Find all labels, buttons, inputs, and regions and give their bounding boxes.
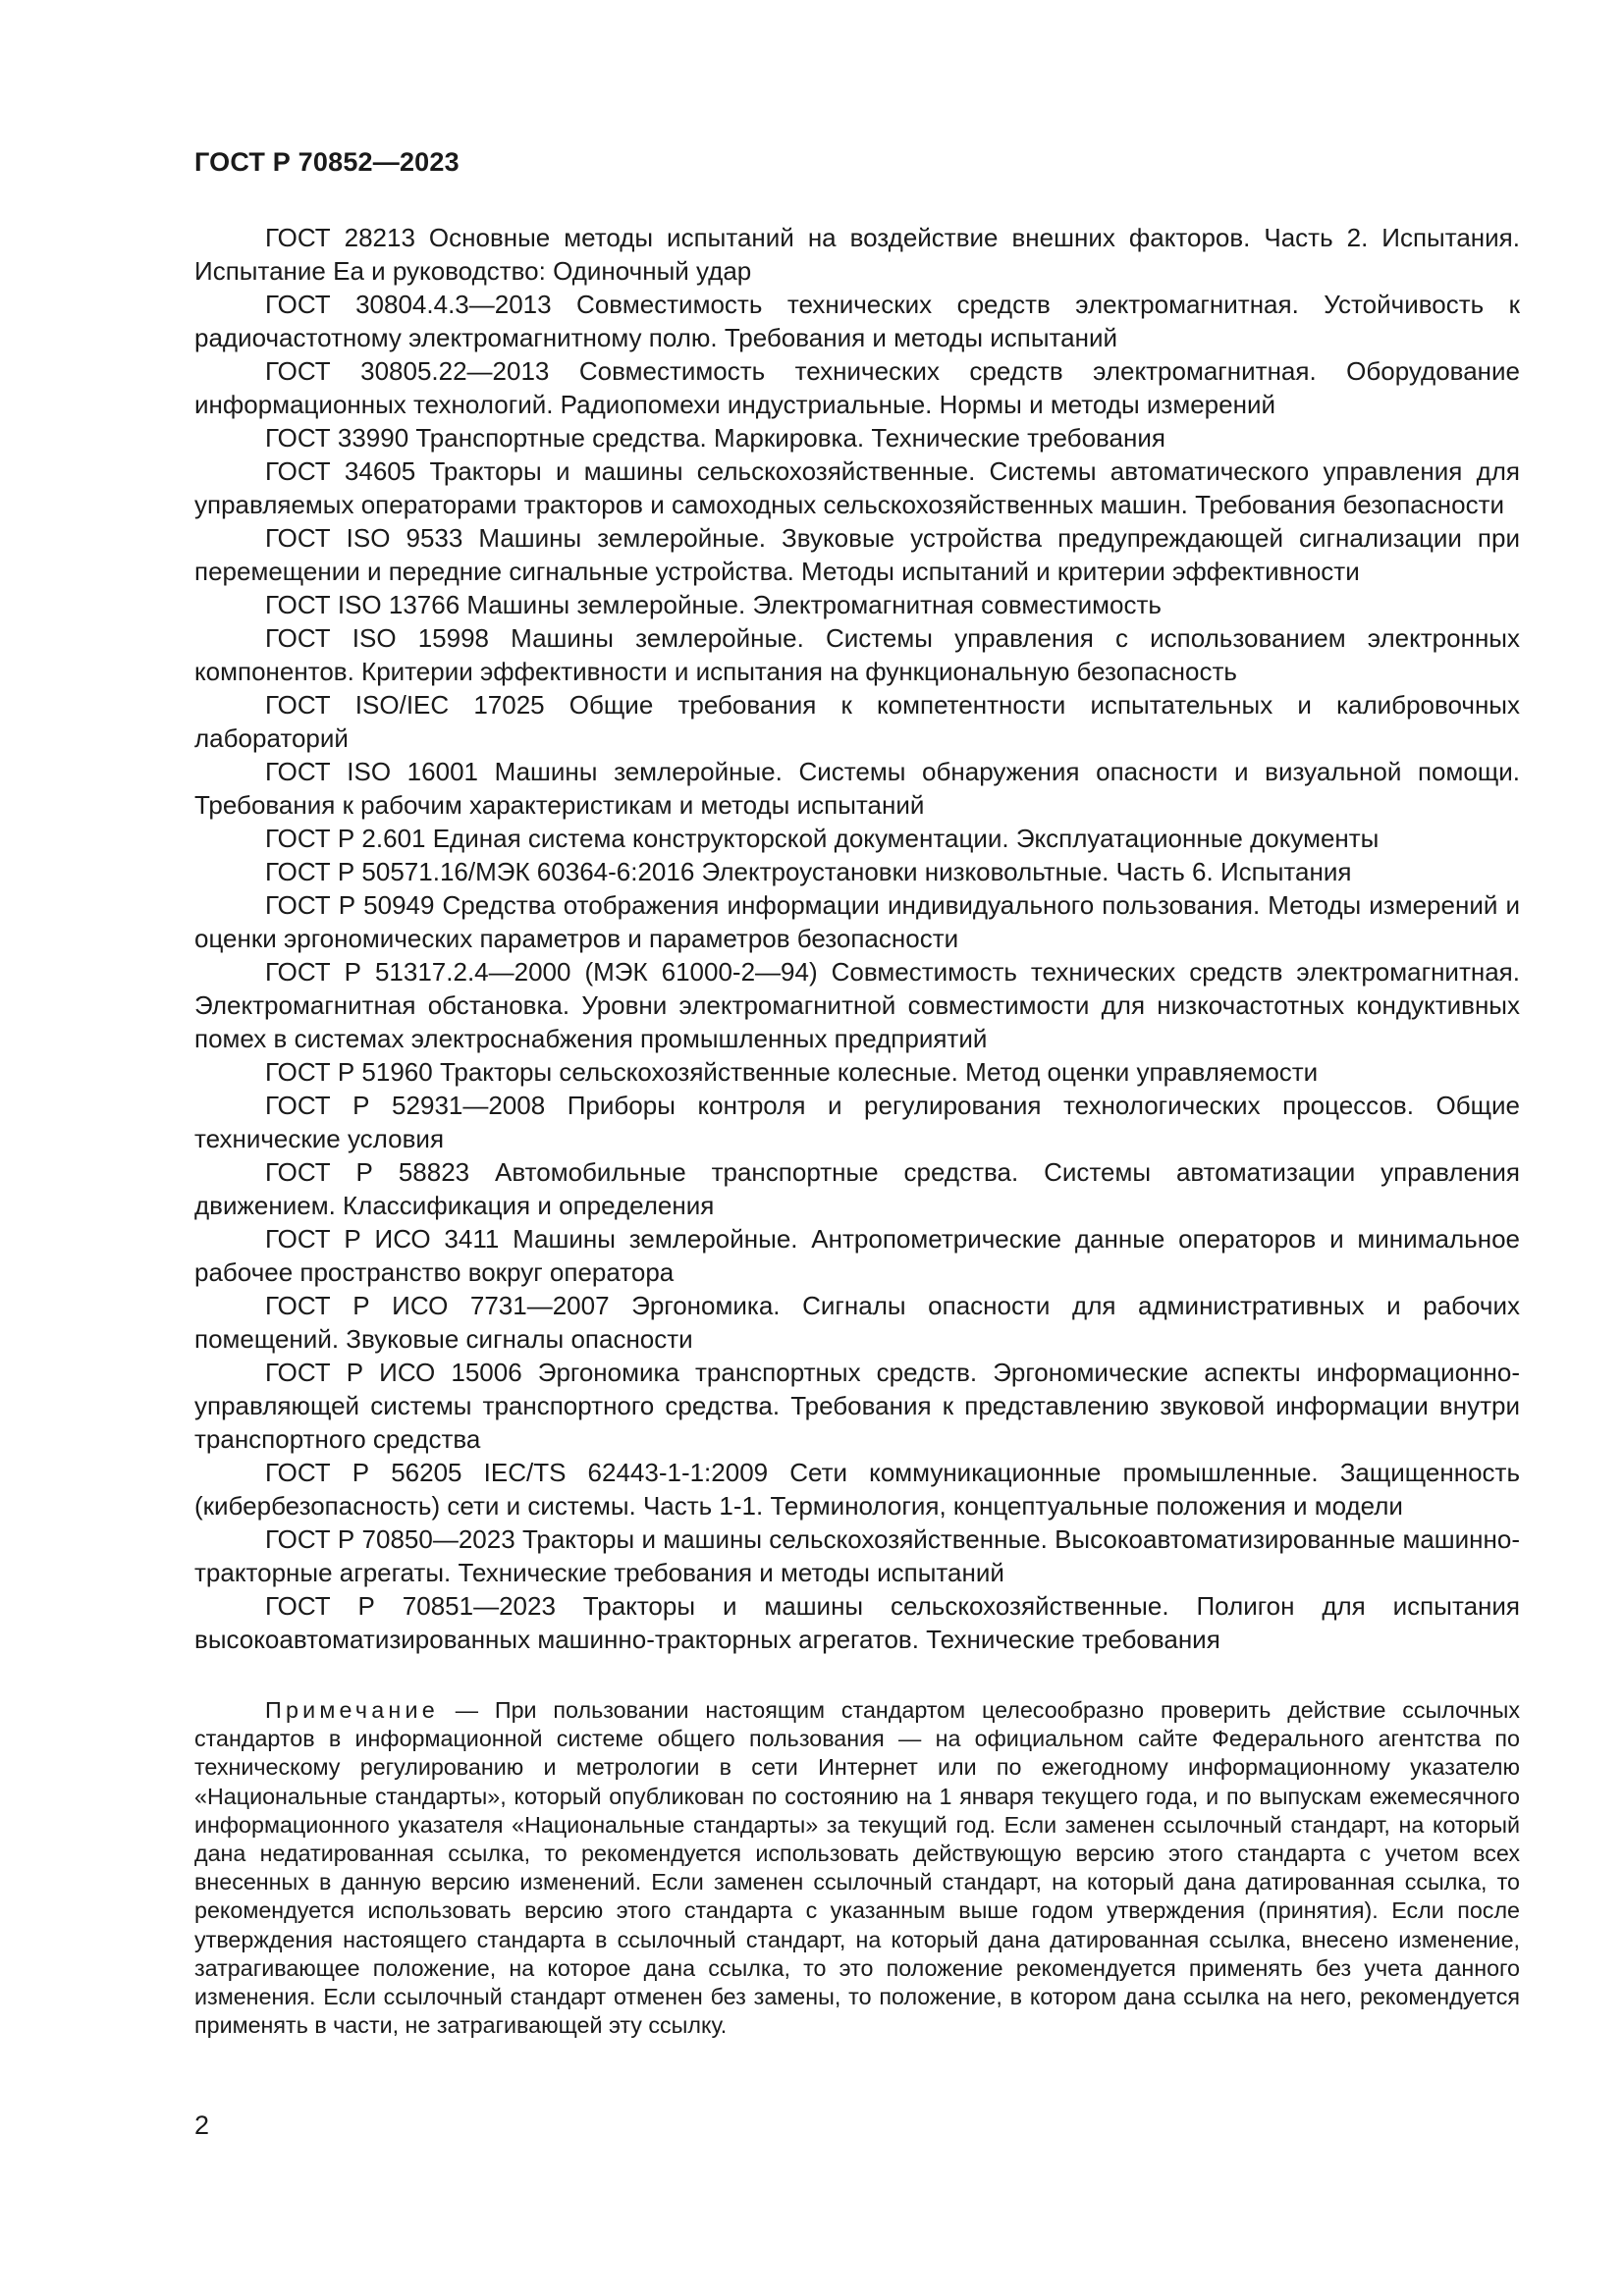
reference-item: ГОСТ ISO 9533 Машины землеройные. Звуковые устройства предупреждающей сигнализации при перемещении и передние сигнальные устройства. Методы испытаний и критерии эффективности (194, 523, 1520, 586)
note-paragraph (194, 1696, 1520, 2040)
note-label: Примечание (265, 1697, 439, 1723)
reference-item: ГОСТ Р 51960 Тракторы сельскохозяйственные колесные. Метод оценки управляемости (265, 1057, 1319, 1087)
reference-item: ГОСТ Р 56205 IEC/TS 62443-1-1:2009 Сети коммуникационные промышленные. Защищенность (кибербезопасность) сети и системы. Часть 1-1. Терминология, концептуальные положения и модели (194, 1458, 1520, 1521)
reference-item: ГОСТ Р ИСО 7731—2007 Эргономика. Сигналы опасности для административных и рабочих помещений. Звуковые сигналы опасности (194, 1291, 1520, 1354)
reference-item: ГОСТ 33990 Транспортные средства. Маркировка. Технические требования (265, 423, 1165, 453)
reference-item: ГОСТ Р 51317.2.4—2000 (МЭК 61000-2—94) Совместимость технических средств электромагнитная. Электромагнитная обстановка. Уровни электромагнитной совместимости для низкочастотных кондуктивных помех в системах электроснабжения промышленных предприятий (194, 957, 1520, 1053)
reference-item: ГОСТ ISO 16001 Машины землеройные. Системы обнаружения опасности и визуальной помощи. Требования к рабочим характеристикам и методы испытаний (194, 757, 1520, 820)
reference-item: ГОСТ Р 50571.16/МЭК 60364-6:2016 Электроустановки низковольтные. Часть 6. Испытания (265, 857, 1352, 886)
reference-item: ГОСТ ISO 13766 Машины землеройные. Электромагнитная совместимость (265, 590, 1162, 619)
reference-item: ГОСТ Р 50949 Средства отображения информации индивидуального пользования. Методы измерений и оценки эргономических параметров и параметров безопасности (194, 890, 1520, 953)
reference-item: ГОСТ Р 58823 Автомобильные транспортные средства. Системы автоматизации управления движением. Классификация и определения (194, 1157, 1520, 1220)
reference-item: ГОСТ 28213 Основные методы испытаний на воздействие внешних факторов. Часть 2. Испытания. Испытание Еа и руководство: Одиночный удар (194, 223, 1520, 286)
note-block (194, 1696, 1520, 2040)
reference-item: ГОСТ ISO 15998 Машины землеройные. Системы управления с использованием электронных компонентов. Критерии эффективности и испытания на функциональную безопасность (194, 623, 1520, 686)
note-text: При пользовании настоящим стандартом целесообразно проверить действие ссылочных стандартов в информационной системе общего пользования — на официальном сайте Федерального агентства по техническому регулированию и метрологии в сети Интернет или по ежегодному информационному указателю «Национальные стандарты», который опубликован по состоянию на 1 января текущего года, и по выпускам ежемесячного информационного указателя «Национальные стандарты» за текущий год. Если заменен ссылочный стандарт, на который дана недатированная ссылка, то рекомендуется использовать действующую версию этого стандарта с учетом всех внесенных в данную версию изменений. Если заменен ссылочный стандарт, на который дана датированная ссылка, то рекомендуется использовать версию этого стандарта с указанным выше годом утверждения (принятия). Если после утверждения настоящего стандарта в ссылочный стандарт, на который дана датированная ссылка, внесено изменение, затрагивающее положение, на которое дана ссылка, то это положение рекомендуется применять без учета данного изменения. Если ссылочный стандарт отменен без замены, то положение, в котором дана ссылка на него, рекомендуется применять в части, не затрагивающей эту ссылку. (194, 1697, 1521, 2039)
page-number: 2 (194, 2110, 210, 2140)
reference-item: ГОСТ 30805.22—2013 Совместимость технических средств электромагнитная. Оборудование информационных технологий. Радиопомехи индустриальные. Нормы и методы измерений (194, 356, 1520, 419)
reference-item: ГОСТ 30804.4.3—2013 Совместимость технических средств электромагнитная. Устойчивость к радиочастотному электромагнитному полю. Требования и методы испытаний (194, 290, 1520, 352)
reference-item: ГОСТ Р ИСО 3411 Машины землеройные. Антропометрические данные операторов и минимальное рабочее пространство вокруг оператора (194, 1224, 1520, 1287)
reference-item: ГОСТ Р 70851—2023 Тракторы и машины сельскохозяйственные. Полигон для испытания высокоавтоматизированных машинно-тракторных агрегатов. Технические требования (194, 1591, 1520, 1654)
reference-item: ГОСТ Р ИСО 15006 Эргономика транспортных средств. Эргономические аспекты информационно-управляющей системы транспортного средства. Требования к представлению звуковой информации внутри транспортного средства (194, 1358, 1520, 1454)
document-header: ГОСТ Р 70852—2023 (194, 147, 460, 177)
reference-item: ГОСТ Р 70850—2023 Тракторы и машины сельскохозяйственные. Высокоавтоматизированные машинно-тракторные агрегаты. Технические требования и методы испытаний (194, 1524, 1520, 1587)
note-dash: — (438, 1697, 495, 1723)
reference-item: ГОСТ Р 52931—2008 Приборы контроля и регулирования технологических процессов. Общие технические условия (194, 1091, 1520, 1153)
reference-item: ГОСТ 34605 Тракторы и машины сельскохозяйственные. Системы автоматического управления для управляемых операторами тракторов и самоходных сельскохозяйственных машин. Требования безопасности (194, 456, 1520, 519)
reference-item: ГОСТ ISO/IEC 17025 Общие требования к компетентности испытательных и калибровочных лабораторий (194, 690, 1520, 753)
reference-item: ГОСТ Р 2.601 Единая система конструкторской документации. Эксплуатационные документы (265, 824, 1380, 853)
normative-references-list (194, 221, 1520, 1656)
